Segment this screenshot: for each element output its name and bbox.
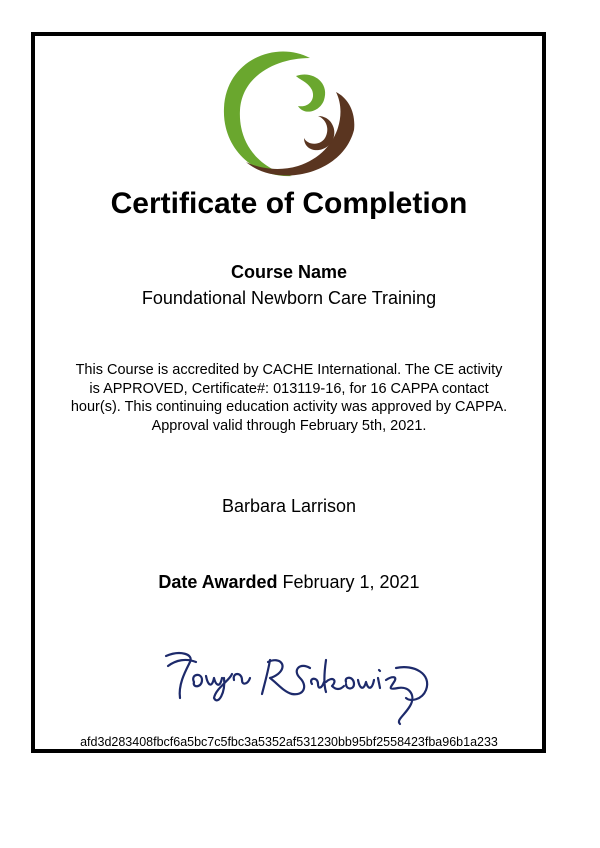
certificate-hash: afd3d283408fbcf6a5bc7c5fbc3a5352af531230bb95bf2558423fba96b1a233: [80, 735, 498, 749]
date-awarded-label: Date Awarded: [158, 572, 278, 592]
course-name-heading: Course Name: [230, 262, 348, 282]
signature: [160, 640, 440, 728]
certificate-title: Certificate of Completion: [110, 187, 468, 220]
recipient-name: Barbara Larrison: [221, 496, 357, 516]
date-awarded-value: February 1, 2021: [282, 572, 420, 592]
accreditation-statement: [36, 361, 542, 435]
accreditation-line: Approval valid through February 5th, 2021.: [151, 417, 427, 434]
mother-and-baby-logo-icon: [218, 46, 358, 182]
accreditation-line: hour(s). This continuing education activity was approved by CAPPA.: [70, 399, 508, 415]
accreditation-line: This Course is accredited by CACHE International. The CE activity: [75, 362, 503, 378]
course-name: Foundational Newborn Care Training: [141, 288, 437, 308]
accreditation-line: is APPROVED, Certificate#: 013119-16, for 16 CAPPA contact: [89, 380, 489, 397]
date-awarded: [0, 571, 578, 593]
